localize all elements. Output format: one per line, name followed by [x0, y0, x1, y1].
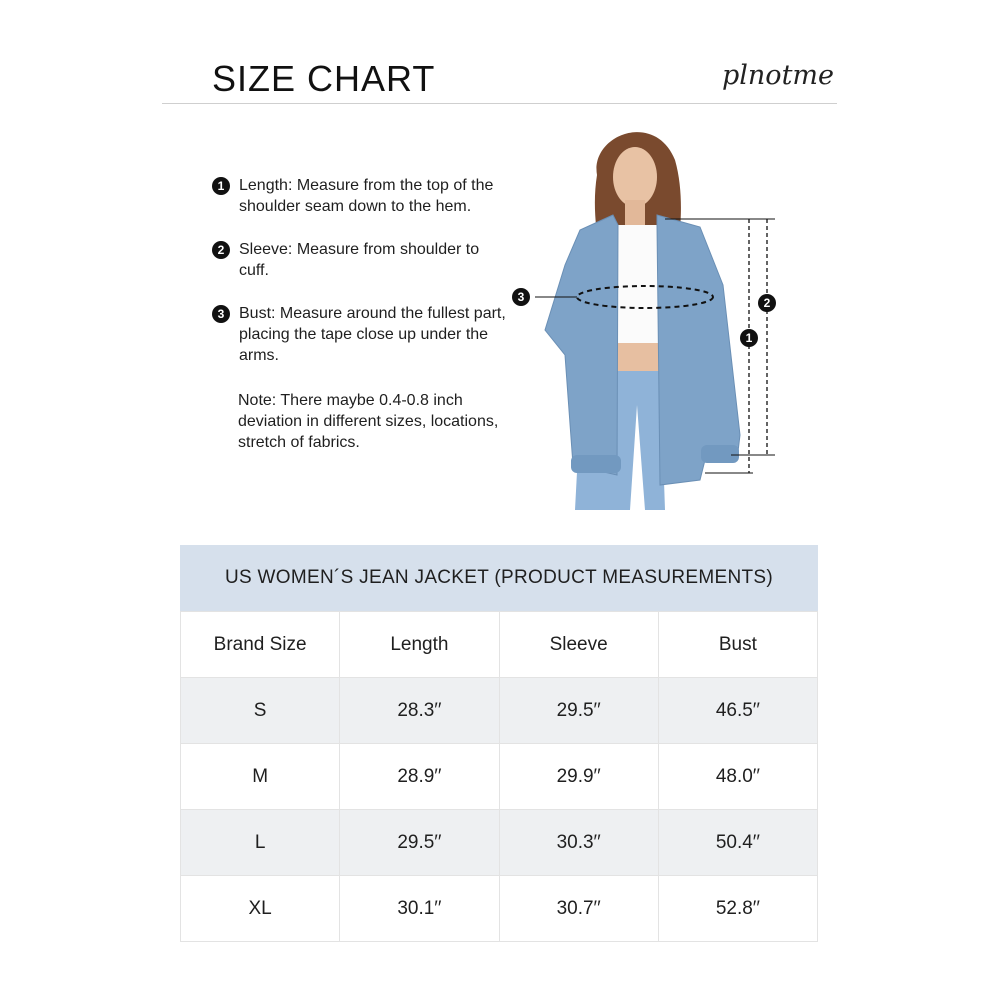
- instruction-text: Bust: Measure around the fullest part, placing the tape close up under the arms.: [239, 305, 506, 364]
- midriff-shape: [617, 343, 659, 371]
- instruction-text: Sleeve: Measure from shoulder to cuff.: [239, 241, 480, 279]
- neck-shape: [625, 200, 645, 225]
- table-row: [181, 744, 818, 810]
- page-title: SIZE CHART: [212, 58, 436, 99]
- face-shape: [613, 147, 657, 207]
- number-3-icon: 3: [212, 305, 230, 323]
- table-cell: 30.7′′: [499, 876, 658, 942]
- table-cell: 28.3′′: [340, 678, 499, 744]
- marker-2-label: 2: [763, 296, 771, 310]
- column-header: Length: [340, 612, 499, 678]
- header-divider: [162, 103, 837, 104]
- model-jacket-illustration: [505, 115, 795, 515]
- crop-top-shape: [615, 225, 660, 345]
- jacket-hem-band: [571, 455, 621, 473]
- deviation-note: Note: There maybe 0.4-0.8 inch deviation in different sizes, locations, stretch of fabrics.: [238, 392, 499, 451]
- table-cell: S: [181, 678, 340, 744]
- table-title: US WOMEN´S JEAN JACKET (PRODUCT MEASUREMENTS): [180, 545, 818, 611]
- table-header-row: [181, 612, 818, 678]
- table-cell: 46.5′′: [658, 678, 817, 744]
- table-cell: XL: [181, 876, 340, 942]
- instruction-sleeve: [212, 239, 512, 281]
- table-cell: L: [181, 810, 340, 876]
- table-cell: M: [181, 744, 340, 810]
- table-cell: 48.0′′: [658, 744, 817, 810]
- table-cell: 30.1′′: [340, 876, 499, 942]
- instruction-length: [212, 175, 512, 217]
- marker-1-label: 1: [745, 331, 753, 345]
- table-row: [181, 810, 818, 876]
- column-header: Bust: [658, 612, 817, 678]
- instruction-bust: [212, 303, 512, 366]
- table-cell: 29.9′′: [499, 744, 658, 810]
- table-cell: 50.4′′: [658, 810, 817, 876]
- size-table: [180, 545, 818, 942]
- number-1-icon: 1: [212, 177, 230, 195]
- jacket-left-panel: [545, 215, 618, 475]
- jacket-cuff-band: [701, 445, 739, 463]
- brand-logo: plnotme: [722, 60, 834, 91]
- number-2-icon: 2: [212, 241, 230, 259]
- table-cell: 29.5′′: [340, 810, 499, 876]
- column-header: Brand Size: [181, 612, 340, 678]
- jacket-right-panel: [657, 215, 740, 485]
- table-cell: 52.8′′: [658, 876, 817, 942]
- measurement-instructions: [212, 175, 512, 453]
- measurements-table: [180, 611, 818, 942]
- table-cell: 29.5′′: [499, 678, 658, 744]
- column-header: Sleeve: [499, 612, 658, 678]
- table-row: [181, 876, 818, 942]
- marker-3-label: 3: [517, 290, 525, 304]
- table-cell: 30.3′′: [499, 810, 658, 876]
- table-row: [181, 678, 818, 744]
- table-cell: 28.9′′: [340, 744, 499, 810]
- instruction-text: Length: Measure from the top of the shoulder seam down to the hem.: [239, 177, 494, 215]
